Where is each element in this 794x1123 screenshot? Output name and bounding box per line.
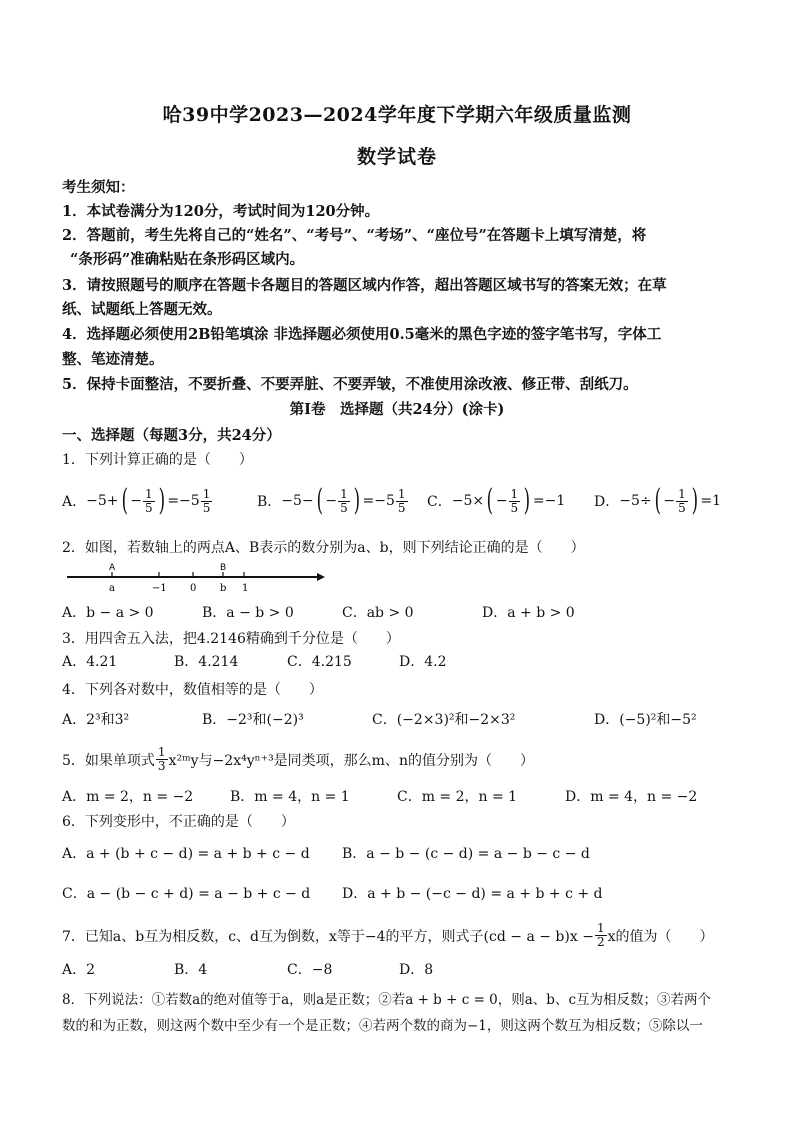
paren-close: ) [691, 483, 698, 518]
q3-option-a[interactable]: A．4.21 [62, 654, 118, 670]
expr-text: −5− [281, 493, 314, 509]
q7-option-c[interactable]: C．−8 [287, 962, 333, 978]
notice-line-3: “条形码”准确粘贴在条形码区域内。 [70, 251, 305, 268]
paren-close: ) [158, 483, 165, 518]
exam-title: 哈39中学2023—2024学年度下学期六年级质量监测 [162, 104, 632, 126]
tick-label-minus-one: −1 [152, 583, 167, 594]
q3-stem: 3．用四舍五入法，把4.2146精确到千分位是（ ） [62, 631, 400, 647]
fraction: $\frac{1}{5}$ [678, 486, 686, 515]
fraction: $\frac{1}{5}$ [340, 486, 348, 515]
q1-option-b[interactable]: B． −5− ( − $\frac{1}{5}$ ) =−5 $\frac{1}{5}$ [257, 483, 406, 518]
q8-line-1: 8．下列说法：①若数a的绝对值等于a，则a是正数；②若a + b + c = 0，则a、b、c互为相反数；③若两个 [62, 992, 712, 1008]
q1-option-c[interactable]: C． −5× ( − $\frac{1}{5}$ ) =−1 [427, 483, 566, 518]
section-heading: 一、选择题（每题3分，共24分） [62, 427, 281, 444]
q2-option-b[interactable]: B．a − b > 0 [202, 605, 294, 621]
q7-stem: 7．已知a、b互为相反数，c、d互为倒数，x等于−4的平方，则式子(cd − a − b)x − $\frac{1}{2}$ x的值为（ ） [62, 921, 714, 949]
notice-line-4: 3．请按照题号的顺序在答题卡各题目的答题区域内作答，超出答题区域书写的答案无效；在草 [62, 277, 667, 294]
q2-stem: 2．如图，若数轴上的两点A、B表示的数分别为a、b，则下列结论正确的是（ ） [62, 540, 585, 556]
paren-open: ( [654, 483, 661, 518]
q6-option-d[interactable]: D．a + b − (−c − d) = a + b + c + d [342, 886, 603, 902]
q6-options-row1 [62, 838, 752, 868]
q2-option-d[interactable]: D．a + b > 0 [482, 605, 575, 621]
point-a-label: A [109, 563, 116, 573]
tick-label-zero: 0 [190, 583, 197, 594]
fraction: $\frac{1}{2}$ [596, 921, 605, 949]
expr-text: =−5 [362, 493, 395, 509]
q5-option-d[interactable]: D．m = 4，n = −2 [565, 789, 698, 805]
q1-stem: 1．下列计算正确的是（ ） [62, 452, 253, 468]
expr-text: −5÷ [619, 493, 652, 509]
tick-label-a: a [109, 583, 115, 594]
option-label: D． [594, 494, 620, 510]
volume-heading: 第Ⅰ卷 选择题（共24分）(涂卡) [289, 401, 505, 418]
axis-arrow [317, 573, 325, 581]
q7-options [62, 954, 752, 984]
q4-option-a[interactable]: A．2³和3² [62, 712, 130, 728]
option-label: B． [257, 494, 282, 510]
q5-options [62, 781, 752, 811]
q4-option-c[interactable]: C．(−2×3)²和−2×3² [372, 712, 516, 728]
notice-line-8: 5．保持卡面整洁，不要折叠、不要弄脏、不要弄皱，不准使用涂改液、修正带、刮纸刀。 [62, 376, 638, 393]
number-line-figure [62, 560, 332, 596]
expr-text: =1 [700, 493, 722, 509]
q2-options [62, 597, 752, 627]
expr-text: =−5 [167, 493, 200, 509]
fraction: $\frac{1}{5}$ [202, 486, 211, 515]
q6-option-a[interactable]: A．a + (b + c − d) = a + b + c − d [62, 846, 310, 862]
tick-label-one: 1 [242, 583, 249, 594]
q7-option-a[interactable]: A．2 [62, 962, 96, 978]
notice-line-1: 1．本试卷满分为120分，考试时间为120分钟。 [62, 203, 380, 220]
fraction: $\frac{1}{5}$ [510, 486, 519, 515]
paren-close: ) [523, 483, 531, 518]
q1-option-d[interactable]: D． −5÷ ( − $\frac{1}{5}$ ) =1 [594, 483, 722, 518]
q5-option-b[interactable]: B．m = 4，n = 1 [230, 789, 350, 805]
fraction: $\frac{1}{3}$ [157, 745, 166, 773]
notice-heading: 考生须知： [62, 179, 135, 196]
q4-option-b[interactable]: B．−2³和(−2)³ [202, 712, 304, 728]
q5-option-a[interactable]: A．m = 2，n = −2 [62, 789, 194, 805]
q6-options-row2 [62, 878, 752, 908]
q1-options [62, 483, 752, 518]
q2-option-a[interactable]: A．b − a > 0 [62, 605, 154, 621]
fraction: $\frac{1}{5}$ [144, 486, 153, 515]
q6-option-c[interactable]: C．a − (b − c + d) = a − b + c − d [62, 886, 311, 902]
notice-line-2: 2．答题前，考生先将自己的“姓名”、“考号”、“考场”、“座位号”在答题卡上填写清楚，将 [62, 227, 647, 244]
expr-text: −5+ [86, 493, 119, 509]
q1-option-a[interactable]: A． −5+ ( − $\frac{1}{5}$ ) =−5 $\frac{1}{5}$ [62, 483, 211, 518]
option-label: A． [62, 494, 87, 510]
paren-close: ) [353, 483, 360, 518]
q4-options [62, 704, 752, 734]
notice-line-6: 4．选择题必须使用2B铅笔填涂 非选择题必须使用0.5毫米的黑色字迹的签字笔书写，字体工 [62, 326, 662, 343]
paren-open: ( [486, 483, 494, 518]
q3-options [62, 646, 752, 676]
notice-line-5: 纸、试题纸上答题无效。 [62, 301, 222, 318]
q3-option-d[interactable]: D．4.2 [399, 654, 447, 670]
fraction: $\frac{1}{5}$ [397, 486, 406, 515]
q6-option-b[interactable]: B．a − b − (c − d) = a − b − c − d [342, 846, 590, 862]
option-label: C． [427, 494, 452, 510]
paren-open: ( [121, 483, 128, 518]
q2-option-c[interactable]: C．ab > 0 [342, 605, 414, 621]
q4-stem: 4．下列各对数中，数值相等的是（ ） [62, 682, 323, 698]
q6-stem: 6．下列变形中，不正确的是（ ） [62, 814, 295, 830]
q7-option-b[interactable]: B．4 [174, 962, 208, 978]
q3-option-b[interactable]: B．4.214 [174, 654, 239, 670]
q8-line-2: 数的和为正数，则这两个数中至少有一个是正数；④若两个数的商为−1，则这两个数互为相反数；⑤除以一 [62, 1018, 703, 1034]
tick-label-b: b [220, 583, 227, 594]
paren-open: ( [316, 483, 323, 518]
q5-stem: 5．如果单项式 $\frac{1}{3}$ x²ᵐy与−2x⁴yⁿ⁺³是同类项，那么m、n的值分别为（ ） [62, 745, 534, 773]
q5-option-c[interactable]: C．m = 2，n = 1 [397, 789, 518, 805]
point-b-label: B [220, 563, 227, 573]
q7-option-d[interactable]: D．8 [399, 962, 434, 978]
q4-option-d[interactable]: D．(−5)²和−5² [594, 712, 697, 728]
notice-line-7: 整、笔迹清楚。 [62, 351, 164, 368]
expr-text: −5× [451, 493, 485, 509]
exam-subtitle: 数学试卷 [356, 146, 437, 168]
expr-text: =−1 [532, 493, 566, 509]
q3-option-c[interactable]: C．4.215 [287, 654, 352, 670]
